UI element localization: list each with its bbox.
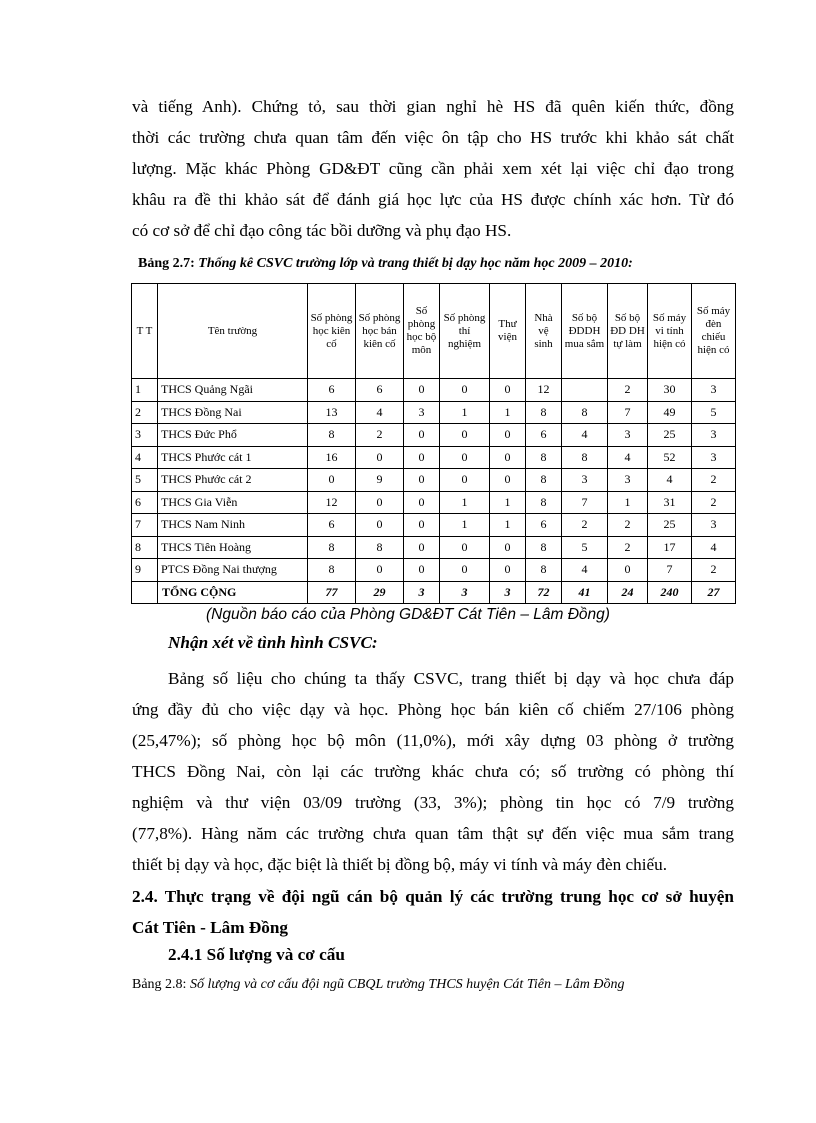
table-total-row	[132, 581, 736, 604]
value-cell: 12	[526, 379, 562, 402]
section-heading-line: Cát Tiên - Lâm Đồng	[132, 918, 288, 937]
intro-paragraph	[132, 91, 734, 246]
value-cell: 8	[356, 536, 404, 559]
value-cell: 8	[526, 401, 562, 424]
table2-caption	[132, 977, 624, 993]
value-cell: 0	[490, 424, 526, 447]
header-cell: Số máy vi tính hiện có	[648, 284, 692, 379]
value-cell: 8	[526, 469, 562, 492]
value-cell: 2	[562, 514, 608, 537]
value-cell: 4	[562, 424, 608, 447]
table-caption	[138, 256, 633, 272]
value-cell: 8	[308, 424, 356, 447]
value-cell: 7	[608, 401, 648, 424]
row-number-cell	[132, 581, 158, 604]
value-cell: 3	[692, 424, 736, 447]
remark-paragraph	[132, 663, 734, 880]
value-cell: 0	[356, 446, 404, 469]
table-row	[132, 559, 736, 582]
value-cell: 240	[648, 581, 692, 604]
table-row	[132, 424, 736, 447]
header-cell: Thư viện	[490, 284, 526, 379]
header-cell: Số phòng học kiên cố	[308, 284, 356, 379]
value-cell: 8	[526, 491, 562, 514]
value-cell: 0	[404, 469, 440, 492]
school-name-cell: THCS Đức Phổ	[158, 424, 308, 447]
table-header-row	[132, 284, 736, 379]
header-cell: Số máy đèn chiếu hiện có	[692, 284, 736, 379]
value-cell: 0	[490, 379, 526, 402]
table2-caption-title: Số lượng và cơ cấu đội ngũ CBQL trường THCS huyện Cát Tiên – Lâm Đồng	[189, 977, 625, 992]
value-cell: 0	[356, 514, 404, 537]
value-cell: 1	[490, 401, 526, 424]
value-cell: 0	[404, 514, 440, 537]
header-cell: Số bộ ĐDDH mua sắm	[562, 284, 608, 379]
value-cell: 8	[562, 446, 608, 469]
remark-heading: Nhận xét về tình hình CSVC:	[168, 633, 378, 652]
value-cell: 1	[440, 401, 490, 424]
value-cell: 29	[356, 581, 404, 604]
value-cell: 5	[562, 536, 608, 559]
header-cell: Số phòng học bộ môn	[404, 284, 440, 379]
value-cell: 0	[440, 536, 490, 559]
text-line: thiết bị dạy và học, đặc biệt là thiết bị đồng bộ, máy vi tính và máy đèn chiếu.	[132, 855, 668, 874]
header-cell: Số phòng học bán kiên cố	[356, 284, 404, 379]
row-number-cell: 1	[132, 379, 158, 402]
value-cell: 4	[692, 536, 736, 559]
value-cell: 0	[404, 424, 440, 447]
text-line: và tiếng Anh). Chứng tỏ, sau thời gian nghỉ hè HS đã quên kiến thức, đồng	[132, 97, 734, 116]
value-cell: 0	[608, 559, 648, 582]
table-caption-label: Bảng 2.7:	[138, 256, 195, 271]
value-cell: 3	[440, 581, 490, 604]
school-name-cell: THCS Nam Ninh	[158, 514, 308, 537]
school-name-cell: THCS Gia Viễn	[158, 491, 308, 514]
school-name-cell: THCS Phước cát 2	[158, 469, 308, 492]
value-cell: 5	[692, 401, 736, 424]
table-row	[132, 401, 736, 424]
value-cell: 2	[608, 379, 648, 402]
value-cell: 6	[356, 379, 404, 402]
value-cell: 2	[692, 559, 736, 582]
value-cell: 0	[440, 446, 490, 469]
text-line: Bảng số liệu cho chúng ta thấy CSVC, trang thiết bị dạy và học chưa đáp	[168, 669, 734, 688]
section-heading-line: 2.4. Thực trạng về đội ngũ cán bộ quản lý các trường trung học cơ sở huyện	[132, 887, 734, 906]
facilities-table	[131, 283, 736, 604]
value-cell: 3	[404, 401, 440, 424]
value-cell: 7	[648, 559, 692, 582]
value-cell: 2	[608, 536, 648, 559]
value-cell: 0	[404, 446, 440, 469]
table-caption-title: Thống kê CSVC trường lớp và trang thiết bị dạy học năm học 2009 – 2010:	[198, 256, 633, 271]
value-cell: 49	[648, 401, 692, 424]
value-cell: 0	[404, 491, 440, 514]
value-cell: 0	[440, 424, 490, 447]
value-cell: 1	[608, 491, 648, 514]
source-note: (Nguồn báo cáo của Phòng GD&ĐT Cát Tiên – Lâm Đồng)	[206, 606, 610, 623]
value-cell: 0	[404, 536, 440, 559]
value-cell: 8	[308, 536, 356, 559]
value-cell: 2	[692, 491, 736, 514]
value-cell: 17	[648, 536, 692, 559]
school-name-cell: TỔNG CỘNG	[158, 581, 308, 604]
value-cell: 0	[308, 469, 356, 492]
value-cell: 1	[440, 491, 490, 514]
table-row	[132, 491, 736, 514]
value-cell: 27	[692, 581, 736, 604]
row-number-cell: 4	[132, 446, 158, 469]
value-cell: 3	[608, 424, 648, 447]
school-name-cell: THCS Quảng Ngãi	[158, 379, 308, 402]
value-cell: 0	[490, 536, 526, 559]
table-row	[132, 536, 736, 559]
value-cell: 8	[526, 446, 562, 469]
value-cell: 8	[526, 536, 562, 559]
value-cell: 6	[308, 379, 356, 402]
row-number-cell: 8	[132, 536, 158, 559]
value-cell: 0	[440, 379, 490, 402]
value-cell: 0	[356, 491, 404, 514]
value-cell: 4	[608, 446, 648, 469]
text-line: thời các trường chưa quan tâm đến việc ôn tập cho HS trước khi khảo sát chất	[132, 128, 734, 147]
value-cell: 0	[404, 559, 440, 582]
value-cell: 0	[490, 469, 526, 492]
section-heading	[132, 881, 734, 943]
value-cell: 9	[356, 469, 404, 492]
value-cell: 12	[308, 491, 356, 514]
value-cell: 16	[308, 446, 356, 469]
row-number-cell: 2	[132, 401, 158, 424]
row-number-cell: 7	[132, 514, 158, 537]
row-number-cell: 3	[132, 424, 158, 447]
value-cell: 77	[308, 581, 356, 604]
value-cell: 6	[526, 514, 562, 537]
value-cell	[562, 379, 608, 402]
value-cell: 7	[562, 491, 608, 514]
value-cell: 3	[692, 514, 736, 537]
value-cell: 0	[490, 446, 526, 469]
value-cell: 30	[648, 379, 692, 402]
value-cell: 25	[648, 514, 692, 537]
header-cell: T T	[132, 284, 158, 379]
school-name-cell: PTCS Đồng Nai thượng	[158, 559, 308, 582]
value-cell: 1	[440, 514, 490, 537]
value-cell: 0	[404, 379, 440, 402]
school-name-cell: THCS Đồng Nai	[158, 401, 308, 424]
value-cell: 1	[490, 491, 526, 514]
value-cell: 1	[490, 514, 526, 537]
value-cell: 13	[308, 401, 356, 424]
value-cell: 8	[308, 559, 356, 582]
subsection-heading: 2.4.1 Số lượng và cơ cấu	[168, 945, 345, 964]
value-cell: 2	[608, 514, 648, 537]
value-cell: 3	[562, 469, 608, 492]
school-name-cell: THCS Tiên Hoàng	[158, 536, 308, 559]
header-cell: Tên trường	[158, 284, 308, 379]
value-cell: 3	[608, 469, 648, 492]
text-line: nghiệm và thư viện 03/09 trường (33, 3%); phòng tin học có 7/9 trường	[132, 793, 734, 812]
row-number-cell: 6	[132, 491, 158, 514]
value-cell: 0	[356, 559, 404, 582]
table-row	[132, 514, 736, 537]
value-cell: 31	[648, 491, 692, 514]
school-name-cell: THCS Phước cát 1	[158, 446, 308, 469]
table2-caption-label: Bảng 2.8:	[132, 977, 187, 992]
text-line: lượng. Mặc khác Phòng GD&ĐT cũng cần phải xem xét lại việc chỉ đạo trong	[132, 159, 734, 178]
value-cell: 25	[648, 424, 692, 447]
value-cell: 2	[692, 469, 736, 492]
value-cell: 8	[562, 401, 608, 424]
row-number-cell: 5	[132, 469, 158, 492]
value-cell: 3	[490, 581, 526, 604]
header-cell: Số phòng thí nghiệm	[440, 284, 490, 379]
header-cell: Nhà vệ sinh	[526, 284, 562, 379]
text-line: ứng đầy đủ cho việc dạy và học. Phòng học bán kiên cố chiếm 27/106 phòng	[132, 700, 734, 719]
text-line: có cơ sở để chỉ đạo công tác bồi dưỡng và phụ đạo HS.	[132, 221, 512, 240]
value-cell: 2	[356, 424, 404, 447]
value-cell: 0	[440, 469, 490, 492]
table-row	[132, 446, 736, 469]
value-cell: 3	[692, 379, 736, 402]
value-cell: 41	[562, 581, 608, 604]
value-cell: 3	[692, 446, 736, 469]
text-line: (25,47%); số phòng học bộ môn (11,0%), mới xây dựng 03 phòng ở trường	[132, 731, 734, 750]
value-cell: 72	[526, 581, 562, 604]
header-cell: Số bộ ĐD DH tự làm	[608, 284, 648, 379]
value-cell: 6	[526, 424, 562, 447]
value-cell: 8	[526, 559, 562, 582]
text-line: khâu ra đề thi khảo sát để đánh giá học lực của HS được chính xác hơn. Từ đó	[132, 190, 734, 209]
value-cell: 4	[648, 469, 692, 492]
text-line: (77,8%). Hàng năm các trường chưa quan tâm thật sự đến việc mua sắm trang	[132, 824, 734, 843]
table-row	[132, 469, 736, 492]
text-line: THCS Đồng Nai, còn lại các trường khác chưa có; số trường có phòng thí	[132, 762, 734, 781]
value-cell: 24	[608, 581, 648, 604]
value-cell: 4	[356, 401, 404, 424]
value-cell: 3	[404, 581, 440, 604]
value-cell: 4	[562, 559, 608, 582]
value-cell: 0	[440, 559, 490, 582]
value-cell: 6	[308, 514, 356, 537]
table-row	[132, 379, 736, 402]
row-number-cell: 9	[132, 559, 158, 582]
value-cell: 52	[648, 446, 692, 469]
value-cell: 0	[490, 559, 526, 582]
